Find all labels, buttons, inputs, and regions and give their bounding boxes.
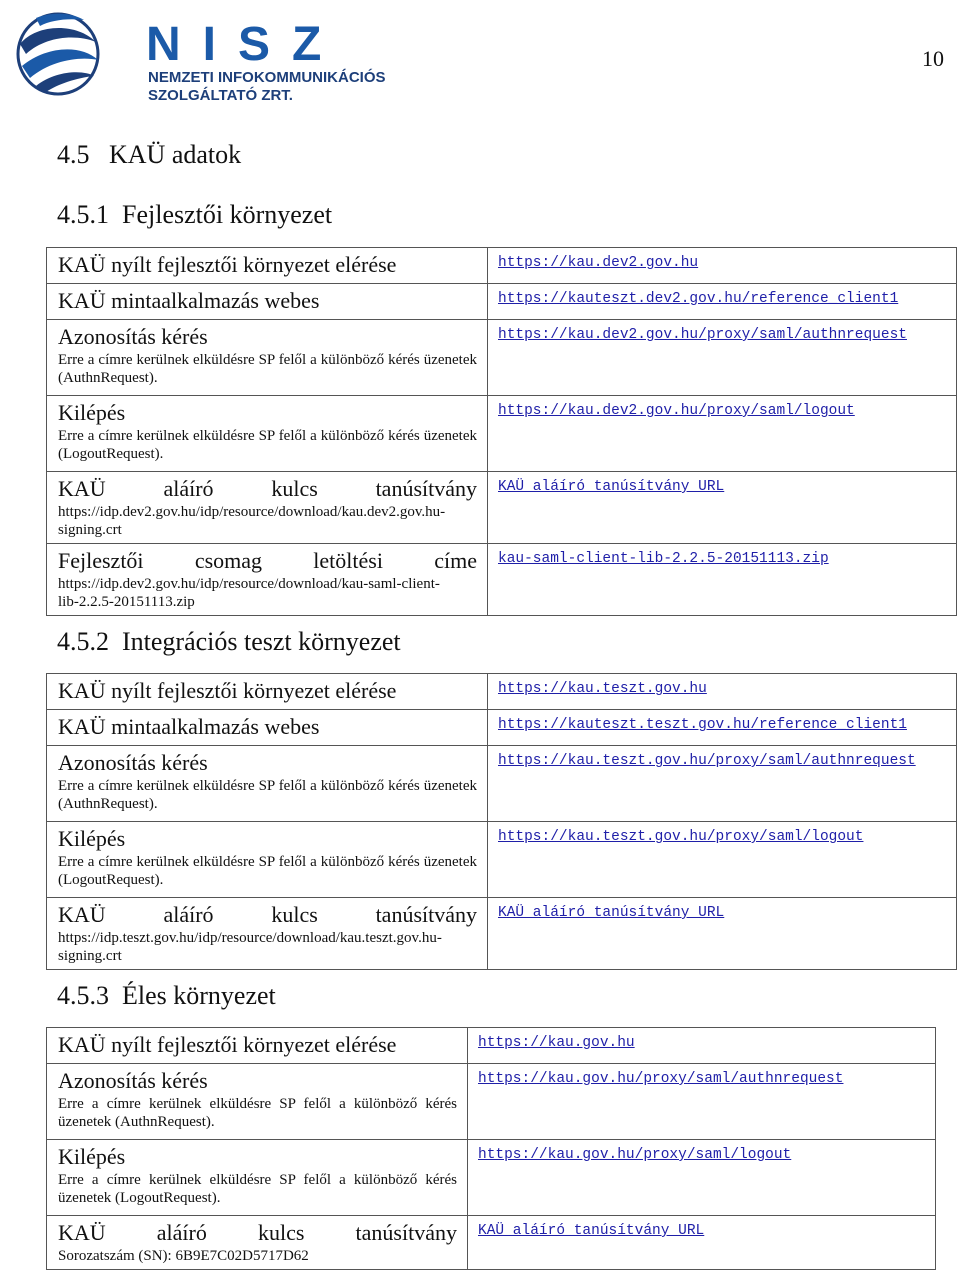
row-label: Azonosítás kérés [58,750,208,775]
row-description-cont: signing.crt [58,948,122,964]
live-logout-link[interactable]: https://kau.gov.hu/proxy/saml/logout [478,1147,792,1163]
table-row [47,1064,936,1140]
subsection-title: Éles környezet [122,981,276,1010]
row-label: Azonosítás kérés [58,1068,208,1093]
dev-logout-link[interactable]: https://kau.dev2.gov.hu/proxy/saml/logout [498,403,855,419]
row-label: KAÜ aláíró kulcs tanúsítvány [58,1220,457,1245]
int-authnrequest-link[interactable]: https://kau.teszt.gov.hu/proxy/saml/authnrequest [498,753,916,769]
row-description: Erre a címre kerülnek elküldésre SP felől a különböző kérés üzenetek (AuthnRequest). [58,778,477,812]
row-label: Azonosítás kérés [58,324,208,349]
table-row [47,544,957,616]
int-open-env-link[interactable]: https://kau.teszt.gov.hu [498,681,707,697]
row-label: KAÜ mintaalkalmazás webes [58,714,320,739]
section-number: 4.5 [57,140,90,169]
live-signing-cert-link[interactable]: KAÜ aláíró tanúsítvány URL [478,1223,705,1239]
row-description: Erre a címre kerülnek elküldésre SP felől a különböző kérés üzenetek (AuthnRequest). [58,1096,457,1130]
int-signing-cert-link[interactable]: KAÜ aláíró tanúsítvány URL [498,905,725,921]
table-row [47,710,957,746]
row-label: KAÜ nyílt fejlesztői környezet elérése [58,252,397,277]
int-sample-app-link[interactable]: https://kauteszt.teszt.gov.hu/reference_client1 [498,717,907,733]
row-label: KAÜ mintaalkalmazás webes [58,288,320,313]
dev-client-lib-link[interactable]: kau-saml-client-lib-2.2.5-20151113.zip [498,551,829,567]
table-row [47,248,957,284]
globe-icon [18,14,98,94]
row-label: KAÜ aláíró kulcs tanúsítvány [58,476,477,501]
subsection-heading-integration [57,627,401,657]
row-description: Erre a címre kerülnek elküldésre SP felől a különböző kérés üzenetek (LogoutRequest). [58,1172,457,1206]
dev-open-env-link[interactable]: https://kau.dev2.gov.hu [498,255,699,271]
row-description: https://idp.dev2.gov.hu/idp/resource/download/kau-saml-client- [58,576,440,592]
table-row [47,1140,936,1216]
subsection-title: Fejlesztői környezet [122,200,333,229]
table-row [47,1216,936,1270]
table-row [47,284,957,320]
row-description-cont: lib-2.2.5-20151113.zip [58,594,195,610]
row-label: Fejlesztői csomag letöltési címe [58,548,477,573]
table-row [47,822,957,898]
dev-authnrequest-link[interactable]: https://kau.dev2.gov.hu/proxy/saml/authnrequest [498,327,907,343]
subsection-number: 4.5.2 [57,627,109,656]
section-title: KAÜ adatok [109,140,242,169]
subsection-number: 4.5.3 [57,981,109,1010]
table-row [47,396,957,472]
page-header [0,0,960,110]
table-row [47,320,957,396]
subsection-heading-production [57,981,276,1011]
row-description: Erre a címre kerülnek elküldésre SP felől a különböző kérés üzenetek (LogoutRequest). [58,854,477,888]
row-description: Erre a címre kerülnek elküldésre SP felől a különböző kérés üzenetek (LogoutRequest). [58,428,477,462]
table-row [47,1028,936,1064]
table-row [47,746,957,822]
section-heading-kau-adatok [57,140,241,170]
int-logout-link[interactable]: https://kau.teszt.gov.hu/proxy/saml/logout [498,829,864,845]
row-label: KAÜ nyílt fejlesztői környezet elérése [58,1032,397,1057]
logo-line1: NEMZETI INFOKOMMUNIKÁCIÓS [148,69,386,86]
table-row [47,674,957,710]
row-description: https://idp.teszt.gov.hu/idp/resource/download/kau.teszt.gov.hu- [58,930,442,946]
table-row [47,472,957,544]
row-label: KAÜ nyílt fejlesztői környezet elérése [58,678,397,703]
logo-line2: SZOLGÁLTATÓ ZRT. [148,87,293,104]
row-label: Kilépés [58,400,126,425]
row-label: Kilépés [58,826,126,851]
row-description: Sorozatszám (SN): 6B9E7C02D5717D62 [58,1248,309,1264]
logo-brand: NISZ [146,18,344,71]
live-open-env-link[interactable]: https://kau.gov.hu [478,1035,635,1051]
row-description: Erre a címre kerülnek elküldésre SP felől a különböző kérés üzenetek (AuthnRequest). [58,352,477,386]
dev-signing-cert-link[interactable]: KAÜ aláíró tanúsítvány URL [498,479,725,495]
row-label: Kilépés [58,1144,126,1169]
production-environment-table [46,1027,936,1270]
table-row [47,898,957,970]
integration-environment-table [46,673,957,970]
page-number: 10 [922,46,944,71]
dev-sample-app-link[interactable]: https://kauteszt.dev2.gov.hu/reference_client1 [498,291,899,307]
live-authnrequest-link[interactable]: https://kau.gov.hu/proxy/saml/authnrequest [478,1071,844,1087]
row-label: KAÜ aláíró kulcs tanúsítvány [58,902,477,927]
row-description: https://idp.dev2.gov.hu/idp/resource/download/kau.dev2.gov.hu- [58,504,446,520]
dev-environment-table [46,247,957,616]
subsection-number: 4.5.1 [57,200,109,229]
nisz-logo [6,4,426,104]
subsection-heading-dev [57,200,332,230]
row-description-cont: signing.crt [58,522,122,538]
subsection-title: Integrációs teszt környezet [122,627,401,656]
